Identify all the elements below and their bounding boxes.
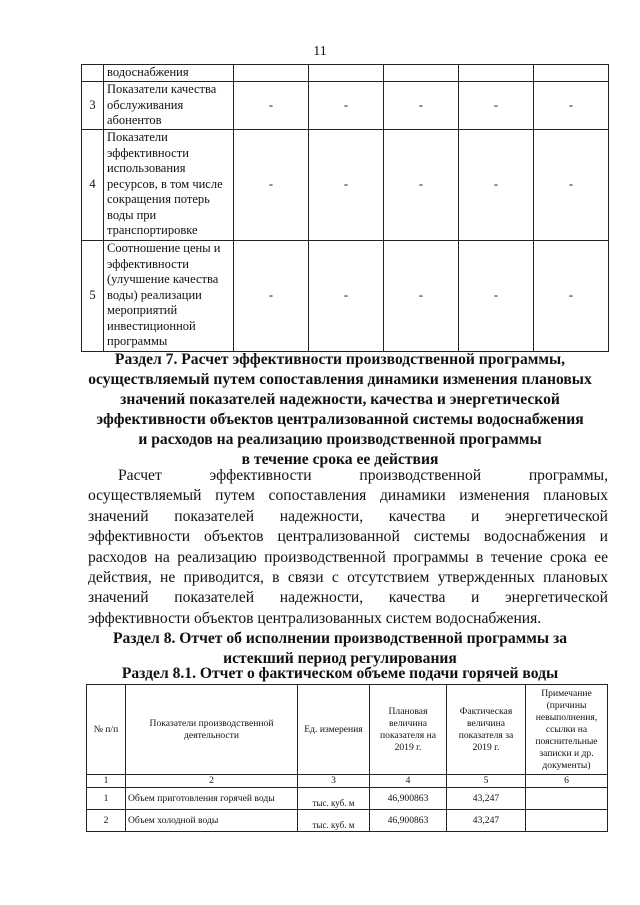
indicator-name: Объем приготовления горячей воды <box>126 788 298 810</box>
row-number: 5 <box>82 240 104 351</box>
indicator-name: Показатели качества обслуживания абонентов <box>104 82 234 130</box>
indicator-name: водоснабжения <box>104 65 234 82</box>
header-planned: Плановая величина показателя на 2019 г. <box>370 685 447 775</box>
value-cell: - <box>459 129 534 240</box>
row-number: 3 <box>82 82 104 130</box>
value-cell: - <box>384 129 459 240</box>
value-cell: - <box>534 129 609 240</box>
indicator-name: Соотношение цены и эффективности (улучшение качества воды) реализации мероприятий инвестиционной программы <box>104 240 234 351</box>
value-cell: - <box>384 240 459 351</box>
table-header-row <box>87 685 608 775</box>
section7-body: Расчет эффективности производственной программы, осуществляемый путем сопоставления динамики изменения плановых значений показателей надежности, качества и энергетической эффективности объектов централизованной системы водоснабжения и расходов на реализацию производственной программы в течение срока ее действия, не приводится, в связи с отсутствием утвержденных плановых значений показателей надежности, качества и энергетической эффективности объектов централизованных систем водоснабжения. <box>88 467 608 627</box>
header-indicator: Показатели производственной деятельности <box>126 685 298 775</box>
header-note: Примечание (причины невыполнения, ссылки на пояснительные записки и др. документы) <box>526 685 608 775</box>
table-row <box>82 240 609 351</box>
value-cell: - <box>384 82 459 130</box>
value-cell: - <box>234 129 309 240</box>
section8-title: Раздел 8. Отчет об исполнении производственной программы за истекший период регулирования <box>112 630 568 667</box>
planned-value: 46,900863 <box>370 810 447 832</box>
header-actual: Фактическая величина показателя за 2019 г. <box>447 685 526 775</box>
value-cell: - <box>534 240 609 351</box>
row-number: 4 <box>82 129 104 240</box>
table-row <box>82 65 609 82</box>
value-cell: - <box>309 240 384 351</box>
unit-cell: тыс. куб. м <box>298 810 370 832</box>
section8-subtitle: Раздел 8.1. Отчет о фактическом объеме подачи горячей воды <box>121 665 559 682</box>
value-cell: - <box>234 240 309 351</box>
note-cell <box>526 810 608 832</box>
indicator-name: Показатели эффективности использования ресурсов, в том числе сокращения потерь воды при транспортировке <box>104 129 234 240</box>
column-number-row: 1 2 3 4 5 6 <box>87 775 608 788</box>
value-cell: - <box>534 82 609 130</box>
row-number: 2 <box>87 810 126 832</box>
table-row <box>82 129 609 240</box>
table-row <box>87 788 608 810</box>
header-num: № п/п <box>87 685 126 775</box>
value-cell: - <box>234 82 309 130</box>
value-cell: - <box>459 82 534 130</box>
page-number: 11 <box>313 44 327 59</box>
actual-value: 43,247 <box>447 810 526 832</box>
indicators-table <box>81 64 609 352</box>
unit-cell: тыс. куб. м <box>298 788 370 810</box>
value-cell: - <box>309 82 384 130</box>
value-cell: - <box>459 240 534 351</box>
section7-title: Раздел 7. Расчет эффективности производственной программы, осуществляемый путем сопоставления динамики изменения плановых значений показателей надежности, качества и энергетической эффективности объектов централизованной системы водоснабжения и расходов на реализацию производственной программы в течение срока ее действия <box>88 351 592 468</box>
indicator-name: Объем холодной воды <box>126 810 298 832</box>
actual-value: 43,247 <box>447 788 526 810</box>
planned-value: 46,900863 <box>370 788 447 810</box>
header-unit: Ед. измерения <box>298 685 370 775</box>
table-row <box>82 82 609 130</box>
hot-water-report-table <box>86 684 608 832</box>
note-cell <box>526 788 608 810</box>
row-number: 1 <box>87 788 126 810</box>
table-row <box>87 810 608 832</box>
row-number <box>82 65 104 82</box>
value-cell: - <box>309 129 384 240</box>
